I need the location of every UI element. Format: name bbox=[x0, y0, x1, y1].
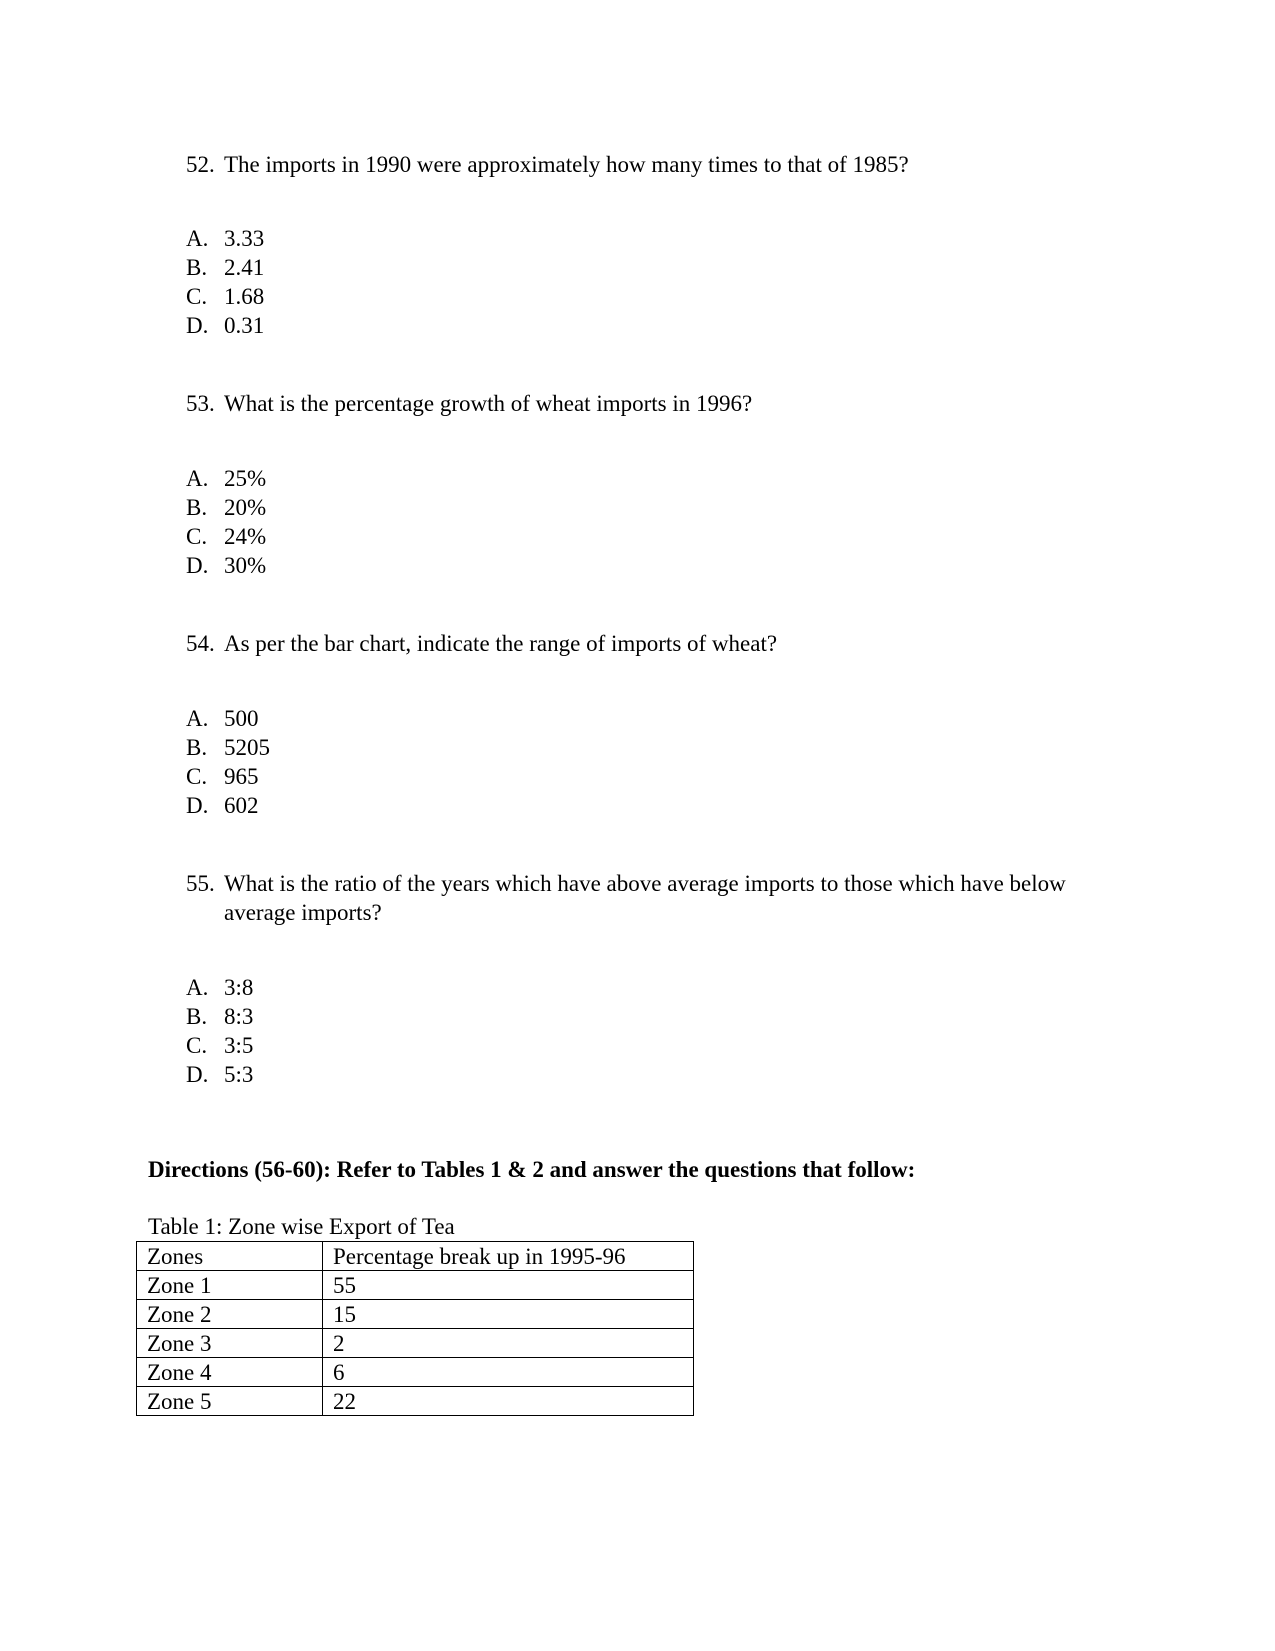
table-row bbox=[137, 1358, 694, 1387]
option-c: C. 24% bbox=[186, 524, 267, 549]
question-number: 54. bbox=[186, 631, 215, 656]
options-53 bbox=[186, 464, 266, 580]
option-d: D. 0.31 bbox=[186, 313, 265, 338]
option-c: C. 3:5 bbox=[186, 1033, 254, 1058]
table-header-cell: Zones bbox=[137, 1242, 323, 1271]
option-b: B. 8:3 bbox=[186, 1004, 254, 1029]
table-cell: Zone 2 bbox=[137, 1300, 323, 1329]
table-cell: Zone 4 bbox=[137, 1358, 323, 1387]
table-cell: 2 bbox=[323, 1329, 694, 1358]
table-cell: 6 bbox=[323, 1358, 694, 1387]
table-header-cell: Percentage break up in 1995-96 bbox=[323, 1242, 694, 1271]
zone-export-table bbox=[136, 1241, 694, 1416]
table-row bbox=[137, 1387, 694, 1416]
options-52 bbox=[186, 224, 264, 340]
table-caption: Table 1: Zone wise Export of Tea bbox=[148, 1214, 455, 1239]
table-cell: 55 bbox=[323, 1271, 694, 1300]
option-a: A. 3:8 bbox=[186, 975, 254, 1000]
table-cell: 15 bbox=[323, 1300, 694, 1329]
table-cell: 22 bbox=[323, 1387, 694, 1416]
table-cell: Zone 3 bbox=[137, 1329, 323, 1358]
table-cell: Zone 5 bbox=[137, 1387, 323, 1416]
question-text: As per the bar chart, indicate the range of imports of wheat? bbox=[224, 631, 778, 656]
question-text: What is the ratio of the years which have above average imports to those which have below average imports? bbox=[224, 871, 1066, 925]
question-number: 52. bbox=[186, 152, 215, 177]
option-c: C. 1.68 bbox=[186, 284, 265, 309]
question-number: 53. bbox=[186, 391, 215, 416]
option-a: A. 25% bbox=[186, 466, 267, 491]
question-55 bbox=[186, 869, 1086, 927]
options-54 bbox=[186, 704, 270, 820]
option-b: B. 2.41 bbox=[186, 255, 265, 280]
option-b: B. 5205 bbox=[186, 735, 270, 760]
table-row bbox=[137, 1300, 694, 1329]
option-d: D. 602 bbox=[186, 793, 259, 818]
table-row bbox=[137, 1271, 694, 1300]
table-row bbox=[137, 1329, 694, 1358]
directions-heading: Directions (56-60): Refer to Tables 1 & 2 and answer the questions that follow: bbox=[148, 1157, 916, 1182]
options-55 bbox=[186, 973, 253, 1089]
option-d: D. 30% bbox=[186, 553, 267, 578]
question-54 bbox=[186, 629, 1086, 658]
question-52 bbox=[186, 150, 1086, 179]
option-b: B. 20% bbox=[186, 495, 267, 520]
option-c: C. 965 bbox=[186, 764, 259, 789]
option-a: A. 3.33 bbox=[186, 226, 265, 251]
question-text: What is the percentage growth of wheat imports in 1996? bbox=[224, 391, 753, 416]
question-number: 55. bbox=[186, 871, 215, 896]
question-text: The imports in 1990 were approximately how many times to that of 1985? bbox=[224, 152, 909, 177]
option-a: A. 500 bbox=[186, 706, 259, 731]
table-cell: Zone 1 bbox=[137, 1271, 323, 1300]
table-header-row bbox=[137, 1242, 694, 1271]
question-53 bbox=[186, 389, 1086, 418]
option-d: D. 5:3 bbox=[186, 1062, 254, 1087]
